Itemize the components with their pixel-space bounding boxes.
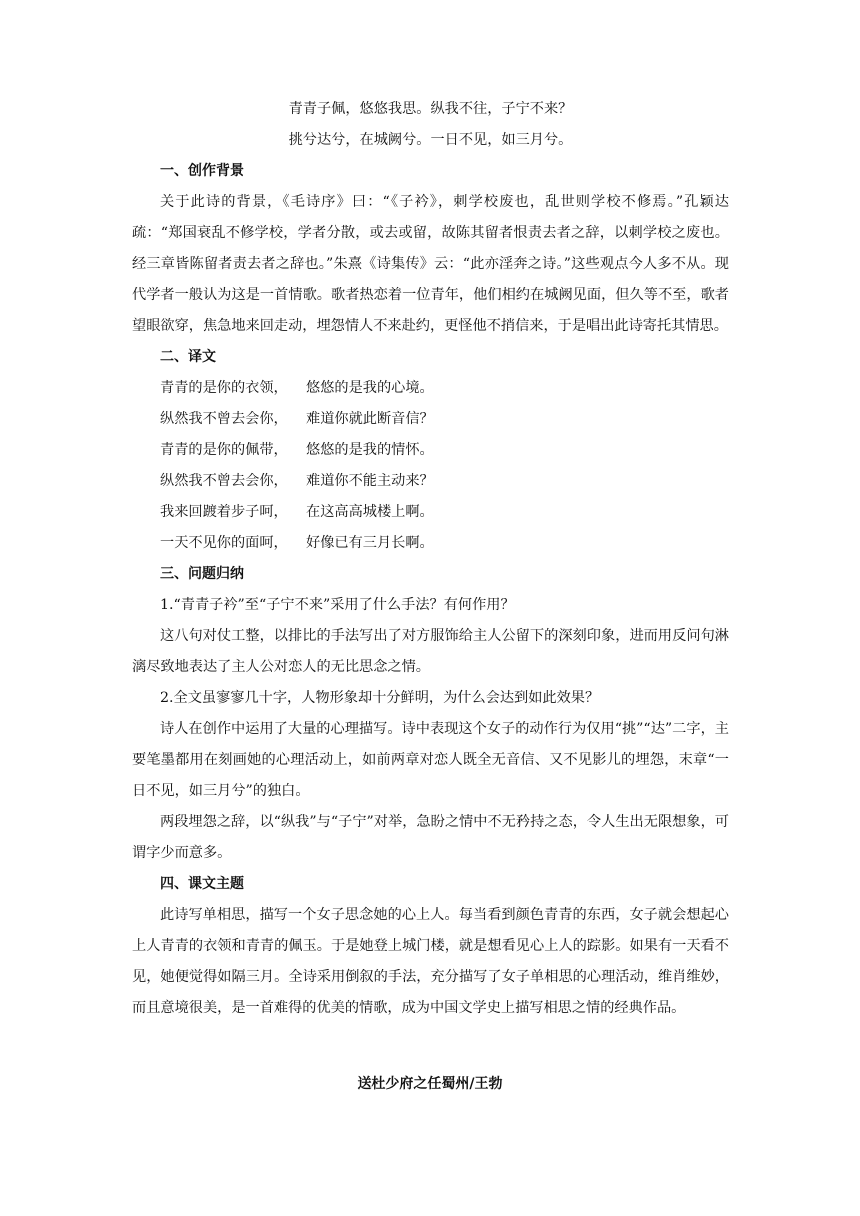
section-heading-translation: 二、译文 (160, 349, 216, 365)
document-page (132, 94, 729, 1024)
translation-row (132, 435, 729, 466)
translation-left: 我来回踱着步子呵， (160, 504, 288, 520)
question-2: 2.全文虽寥寥几十字，人物形象却十分鲜明，为什么会达到如此效果？ (160, 690, 600, 706)
translation-left: 青青的是你的佩带， (160, 442, 288, 458)
section-heading-theme: 四、课文主题 (160, 876, 244, 892)
translation-left: 一天不见你的面呵， (160, 535, 288, 551)
answer-2-part-2: 两段埋怨之辞，以“纵我”与“子宁”对举，急盼之情中不无矜持之态，令人生出无限想象，可谓字少而意多。 (132, 814, 729, 861)
translation-list (132, 373, 729, 559)
translation-left: 纵然我不曾去会你， (160, 411, 288, 427)
section-heading-background: 一、创作背景 (160, 163, 244, 179)
background-paragraph: 关于此诗的背景，《毛诗序》曰：“《子衿》，刺学校废也，乱世则学校不修焉。”孔颖达疏：“郑国衰乱不修学校，学者分散，或去或留，故陈其留者恨责去者之辞，以刺学校之废也。经三章皆陈留者责去者之辞也。”朱熹《诗集传》云：“此亦淫奔之诗。”这些观点今人多不从。现代学者一般认为这是一首情歌。歌者热恋着一位青年，他们相约在城阙见面，但久等不至，歌者望眼欲穿，焦急地来回走动，埋怨情人不来赴约，更怪他不捎信来，于是唱出此诗寄托其情思。 (132, 194, 729, 334)
translation-right: 在这高高城楼上啊。 (306, 504, 434, 520)
answer-2-part-1: 诗人在创作中运用了大量的心理描写。诗中表现这个女子的动作行为仅用“挑”“达”二字，主要笔墨都用在刻画她的心理活动上，如前两章对恋人既全无音信、又不见影儿的埋怨，末章“一日不见，如三月兮”的独白。 (132, 721, 729, 799)
poem-line-1: 青青子佩，悠悠我思。纵我不往，子宁不来？ (288, 101, 573, 117)
translation-right: 难道你就此断音信？ (306, 411, 434, 427)
translation-row (132, 497, 729, 528)
translation-right: 难道你不能主动来？ (306, 473, 434, 489)
translation-row (132, 404, 729, 435)
translation-right: 悠悠的是我的心境。 (306, 380, 434, 396)
theme-paragraph: 此诗写单相思，描写一个女子思念她的心上人。每当看到颜色青青的东西，女子就会想起心上人青青的衣领和青青的佩玉。于是她登上城门楼，就是想看见心上人的踪影。如果有一天看不见，她便觉得如隔三月。全诗采用倒叙的手法，充分描写了女子单相思的心理活动，维肖维妙，而且意境很美，是一首难得的优美的情歌，成为中国文学史上描写相思之情的经典作品。 (132, 907, 729, 1016)
answer-1: 这八句对仗工整，以排比的手法写出了对方服饰给主人公留下的深刻印象，进而用反问句淋漓尽致地表达了主人公对恋人的无比思念之情。 (132, 628, 729, 675)
poem-line-2: 挑兮达兮，在城阙兮。一日不见，如三月兮。 (288, 132, 573, 148)
next-poem-title: 送杜少府之任蜀州/王勃 (357, 1076, 503, 1092)
translation-right: 好像已有三月长啊。 (306, 535, 434, 551)
translation-left: 纵然我不曾去会你， (160, 473, 288, 489)
translation-row (132, 466, 729, 497)
translation-row (132, 373, 729, 404)
translation-row (132, 528, 729, 559)
question-1: 1.“青青子衿”至“子宁不来”采用了什么手法？有何作用？ (160, 597, 515, 613)
section-heading-questions: 三、问题归纳 (160, 566, 244, 582)
translation-right: 悠悠的是我的情怀。 (306, 442, 434, 458)
translation-left: 青青的是你的衣领， (160, 380, 288, 396)
